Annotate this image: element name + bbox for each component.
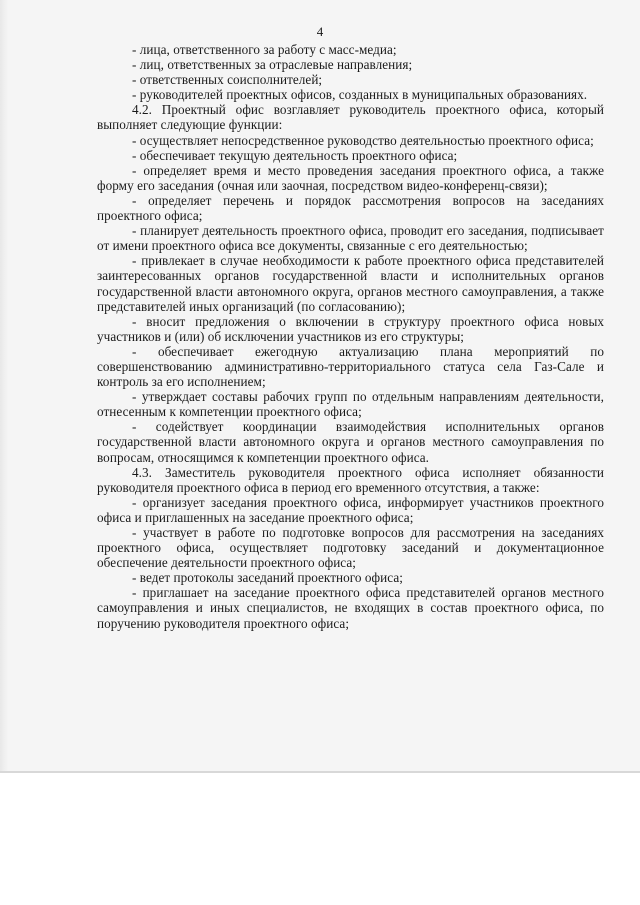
list-item: - определяет перечень и порядок рассмотрения вопросов на заседаниях проектного офиса;	[97, 192, 604, 224]
list-item: - вносит предложения о включении в структуру проектного офиса новых участников и (или) об исключении участников из его структуры;	[97, 313, 604, 344]
list-item: - привлекает в случае необходимости к работе проектного офиса представителей заинтересованных органов государственной власти и исполнительных органов государственной власти автономного округа, органов местного самоуправления, а также представителей иных организаций (по согласованию);	[97, 253, 604, 314]
scan-edge	[0, 0, 8, 772]
list-item: - лиц, ответственных за отраслевые направления;	[132, 57, 413, 73]
list-item: - ответственных соисполнителей;	[132, 72, 323, 88]
list-item: - лица, ответственного за работу с масс-медиа;	[132, 42, 397, 57]
list-item: - планирует деятельность проектного офиса, проводит его заседания, подписывает от имени проектного офиса все документы, связанные с его деятельностью;	[97, 223, 604, 254]
list-item: - обеспечивает текущую деятельность проектного офиса;	[132, 147, 458, 163]
list-item: - организует заседания проектного офиса, информирует участников проектного офиса и приглашенных на заседание проектного офиса;	[97, 494, 604, 525]
page-edge	[0, 771, 640, 773]
list-item: - ведет протоколы заседаний проектного офиса;	[132, 570, 403, 586]
list-item: - содействует координации взаимодействия исполнительных органов государственной власти автономного округа и органов местного самоуправления по вопросам, относящимся к компетенции проектного офиса.	[97, 419, 604, 465]
document-body	[97, 42, 604, 631]
list-item: - осуществляет непосредственное руководство деятельностью проектного офиса;	[132, 132, 594, 148]
clause-paragraph: 4.3. Заместитель руководителя проектного офиса исполняет обязанности руководителя проектного офиса в период его временного отсутствия, а также:	[97, 464, 604, 495]
list-item: - приглашает на заседание проектного офиса представителей органов местного самоуправления и иных специалистов, не входящих в состав проектного офиса, по поручению руководителя проектного офиса;	[97, 585, 604, 631]
clause-paragraph: 4.2. Проектный офис возглавляет руководитель проектного офиса, который выполняет следующие функции:	[97, 102, 604, 133]
list-item: - обеспечивает ежегодную актуализацию плана мероприятий по совершенствованию административно-территориального статуса села Газ-Сале и контроль за его исполнением;	[97, 343, 604, 390]
list-item: - утверждает составы рабочих групп по отдельным направлениям деятельности, отнесенным к компетенции проектного офиса;	[97, 389, 604, 420]
list-item: - определяет время и место проведения заседания проектного офиса, а также форму его заседания (очная или заочная, посредством видео-конференц-связи);	[97, 162, 604, 193]
list-item: - участвует в работе по подготовке вопросов для рассмотрения на заседаниях проектного офиса, осуществляет подготовку заседаний и документационное обеспечение деятельности проектного офиса;	[97, 525, 604, 571]
list-item: - руководителей проектных офисов, созданных в муниципальных образованиях.	[132, 87, 588, 103]
page-number: 4	[316, 24, 324, 39]
